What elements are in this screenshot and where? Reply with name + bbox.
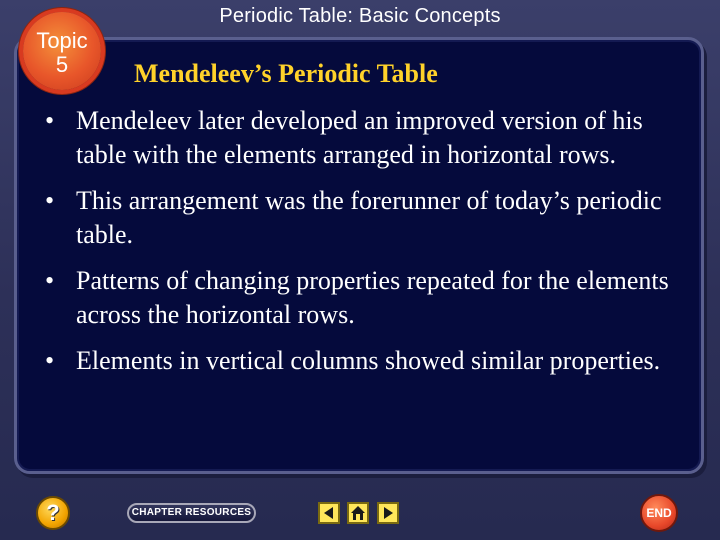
slide-title: Mendeleev’s Periodic Table xyxy=(134,59,438,88)
bullet-item: • Elements in vertical columns showed similar properties. xyxy=(45,344,675,378)
header-title: Periodic Table: Basic Concepts xyxy=(219,5,501,27)
topic-badge-word: Topic xyxy=(36,28,88,53)
topic-badge xyxy=(23,12,101,90)
chapter-resources-button[interactable]: CHAPTER RESOURCES xyxy=(127,503,256,523)
footer-bar xyxy=(0,490,720,540)
bullet-list xyxy=(45,104,675,390)
triangle-right-icon xyxy=(379,504,397,522)
home-button[interactable] xyxy=(347,502,369,524)
topic-badge-number: 5 xyxy=(55,52,69,77)
bullet-item: • Patterns of changing properties repeated for the elements across the horizontal rows. xyxy=(45,264,675,332)
back-button[interactable] xyxy=(318,502,340,524)
house-icon xyxy=(349,504,367,522)
help-button[interactable]: ? xyxy=(36,496,70,530)
forward-button[interactable] xyxy=(377,502,399,524)
bullet-item: • Mendeleev later developed an improved version of his table with the elements arranged in horizontal rows. xyxy=(45,104,675,172)
end-button[interactable]: END xyxy=(640,494,678,532)
bullet-item: • This arrangement was the forerunner of today’s periodic table. xyxy=(45,184,675,252)
triangle-left-icon xyxy=(320,504,338,522)
